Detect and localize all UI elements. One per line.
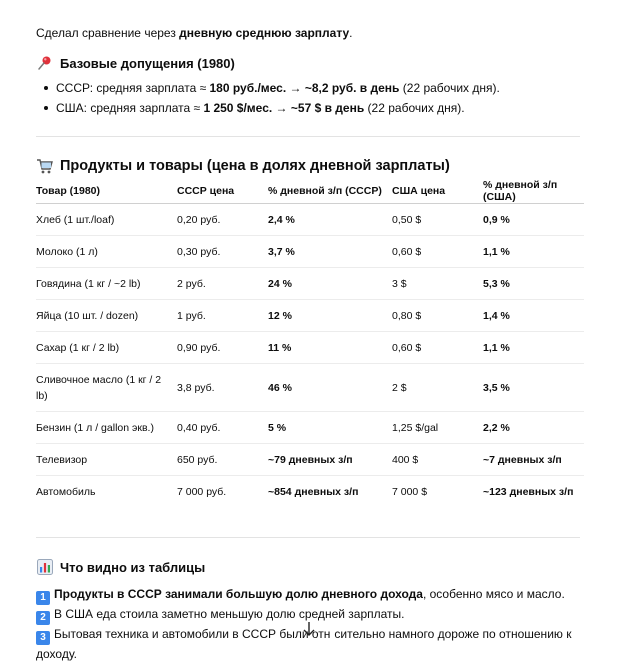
table-row [36,236,584,268]
table-cell: 0,30 руб. [177,236,268,268]
table-cell: 3 $ [392,268,483,300]
keycap-2-icon: 2 [36,611,50,625]
column-header: Товар (1980) [36,179,177,204]
table-cell: 0,50 $ [392,204,483,236]
table-cell: 5 % [268,412,392,444]
table-cell: 5,3 % [483,268,584,300]
table-cell: Сливочное масло (1 кг / 2 lb) [36,364,177,412]
table-cell: 2 руб. [177,268,268,300]
pushpin-icon [36,54,54,72]
divider [36,136,580,137]
shopping-cart-icon [36,157,54,175]
keycap-3-icon: 3 [36,631,50,645]
table-cell: 0,80 $ [392,300,483,332]
table-cell: 1,1 % [483,236,584,268]
table-cell: Молоко (1 л) [36,236,177,268]
column-header: % дневной з/п (СССР) [268,179,392,204]
table-row [36,476,584,508]
prices-table [36,179,584,507]
insight-item: 3 Бытовая техника и автомобили в СССР были отн сительно намного дороже по отношению к [36,624,571,645]
table-cell: Телевизор [36,444,177,476]
table-cell: Автомобиль [36,485,96,498]
keycap-1-icon: 1 [36,591,50,605]
list-item: США: средняя зарплата ≈ 1 250 $/мес. → ~57 $ в день (22 рабочих дня). [36,98,500,118]
insight-item-continuation: доходу. [36,647,77,661]
table-cell: ~123 дневных з/п [483,485,574,498]
table-cell: 1,4 % [483,300,584,332]
table-cell: 1,1 % [483,332,584,364]
table-cell: 2,4 % [268,204,392,236]
table-cell: 650 руб. [177,444,268,476]
scroll-down-arrow-icon[interactable] [302,620,316,638]
assumptions-list [36,78,500,118]
table-cell: 1,25 $/gal [392,412,483,444]
table-cell: 7 000 руб. [177,485,227,498]
insights-heading: Что видно из таблицы [36,558,205,576]
assumptions-heading: Базовые допущения (1980) [36,54,235,72]
table-row [36,268,584,300]
list-item: СССР: средняя зарплата ≈ 180 руб./мес. → ~8,2 руб. в день (22 рабочих дня). [36,78,500,98]
insight-item: 2 В США еда стоила заметно меньшую долю средней зарплаты. [36,604,405,625]
column-header: США цена [392,179,483,204]
table-row [36,204,584,236]
table-cell: 0,20 руб. [177,204,268,236]
table-row [36,300,584,332]
table-cell: ~79 дневных з/п [268,444,392,476]
table-header-row [36,179,584,204]
intro-text: Сделал сравнение через дневную среднюю зарплату. [36,26,353,40]
table-cell: 46 % [268,364,392,412]
table-cell: 2,2 % [483,412,584,444]
table-cell: ~7 дневных з/п [483,444,584,476]
insight-item: 1 Продукты в СССР занимали большую долю дневного дохода, особенно мясо и масло. [36,584,565,605]
table-cell: 3,5 % [483,364,584,412]
table-cell: 2 $ [392,364,483,412]
table-cell: 1 руб. [177,300,268,332]
table-cell: Сахар (1 кг / 2 lb) [36,332,177,364]
table-cell: 24 % [268,268,392,300]
column-header: СССР цена [177,179,268,204]
table-row [36,332,584,364]
table-cell: 3,8 руб. [177,364,268,412]
divider [36,537,580,538]
table-cell: Бензин (1 л / gallon экв.) [36,412,177,444]
table-cell: Хлеб (1 шт./loaf) [36,204,177,236]
table-cell: 11 % [268,332,392,364]
table-cell: ~854 дневных з/п [268,485,359,498]
table-cell: 7 000 $ [392,485,428,498]
table-cell: 400 $ [392,444,483,476]
bar-chart-icon [36,558,54,576]
table-cell: 12 % [268,300,392,332]
table-cell: 0,40 руб. [177,412,268,444]
table-row [36,412,584,444]
table-cell: Яйца (10 шт. / dozen) [36,300,177,332]
products-heading: Продукты и товары (цена в долях дневной зарплаты) [36,157,450,175]
table-cell: Говядина (1 кг / ~2 lb) [36,268,177,300]
table-cell: 0,60 $ [392,332,483,364]
table-row [36,364,584,412]
column-header: % дневной з/п (США) [483,179,584,204]
table-cell: 3,7 % [268,236,392,268]
table-cell: 0,90 руб. [177,332,268,364]
table-cell: 0,9 % [483,204,584,236]
table-row [36,444,584,476]
table-cell: 0,60 $ [392,236,483,268]
